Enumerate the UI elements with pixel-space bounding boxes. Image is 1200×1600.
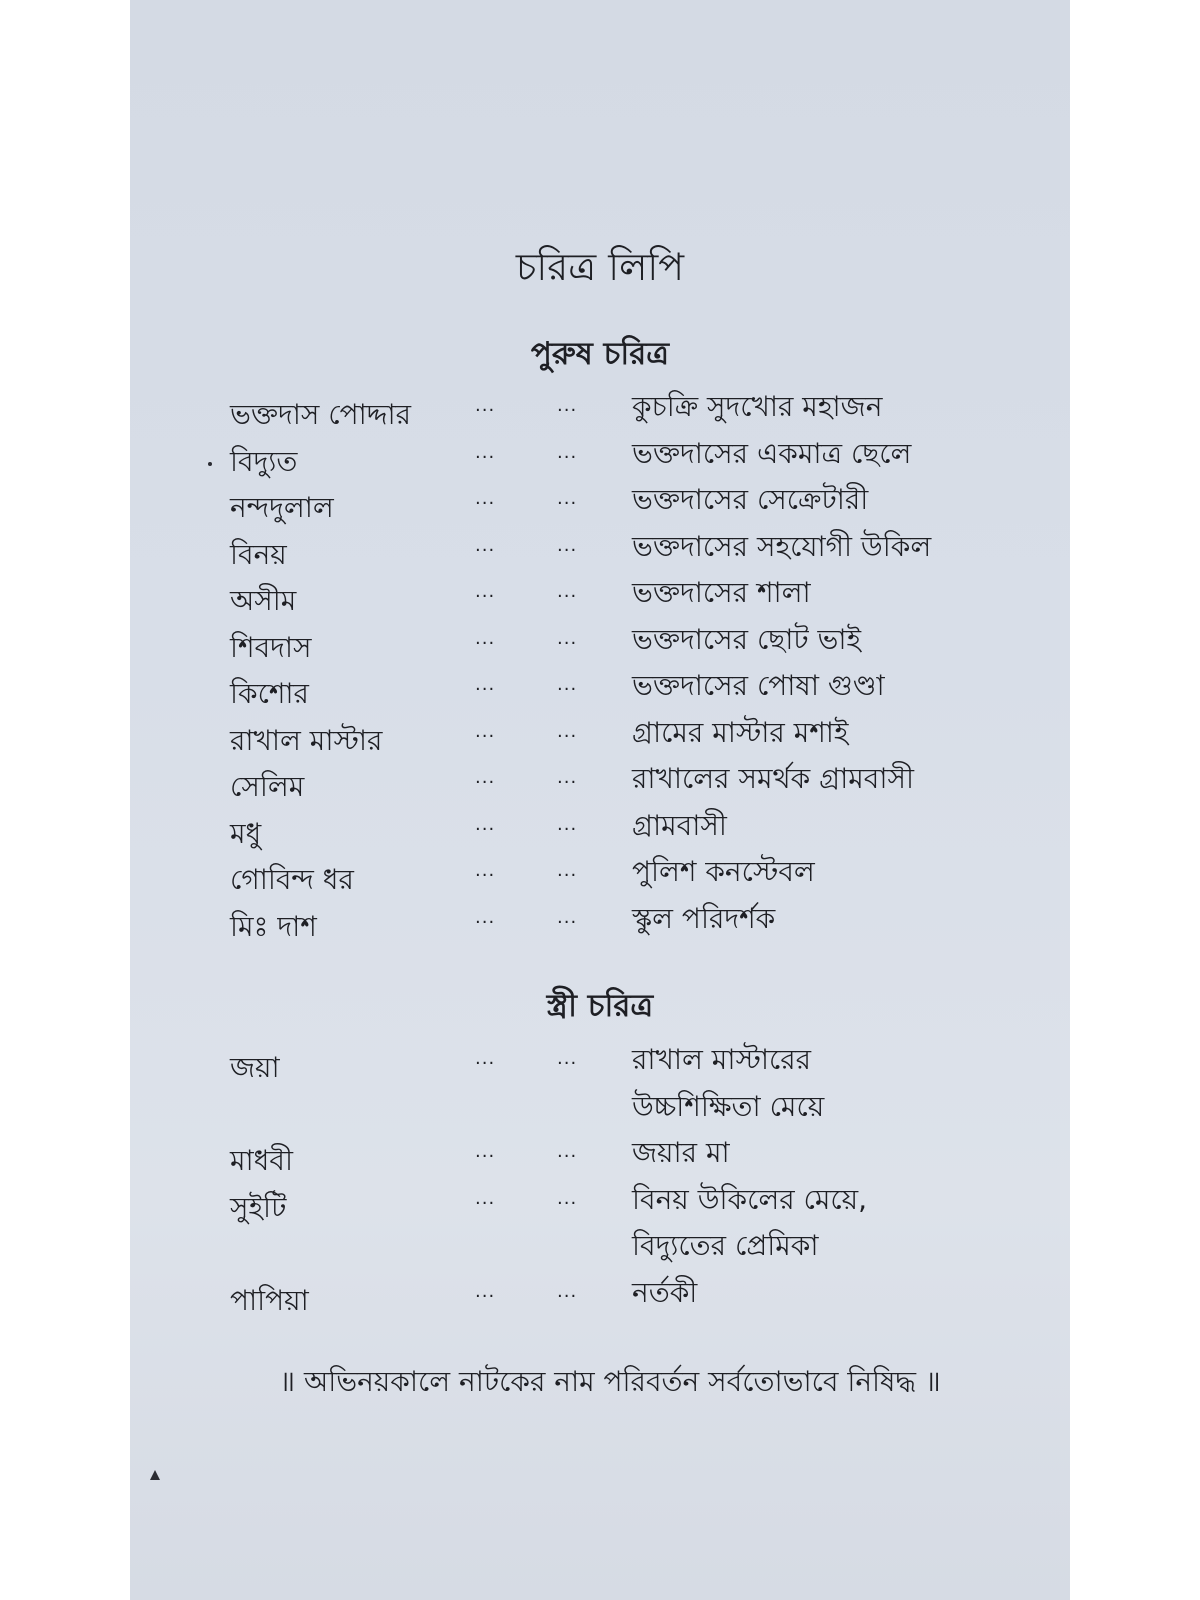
dot-leader: ...: [557, 1048, 578, 1069]
ink-speck: [208, 462, 212, 466]
character-row: [130, 804, 1070, 851]
dot-leader: ...: [475, 441, 496, 463]
character-name: সেলিম: [230, 770, 305, 803]
character-row: [130, 664, 1070, 711]
character-name: মাধবী: [230, 1144, 293, 1177]
male-characters-heading: পুরুষ চরিত্র: [530, 336, 670, 372]
character-role: নর্তকী: [632, 1275, 698, 1309]
character-row: [130, 757, 1070, 804]
character-name: কিশোর: [230, 677, 309, 710]
character-name: অসীম: [230, 584, 297, 617]
character-role: ভক্তদাসের শালা: [632, 576, 811, 609]
character-role: ভক্তদাসের পোষা গুণ্ডা: [632, 669, 885, 702]
dot-leader: ...: [475, 395, 496, 416]
character-row: [130, 385, 1070, 432]
character-role-continuation: বিদ্যুতের প্রেমিকা: [632, 1229, 819, 1262]
character-name: গোবিন্দ ধর: [230, 863, 354, 896]
character-name: বিদ্যুত: [230, 444, 298, 478]
character-name: ভক্তদাস পোদ্দার: [230, 398, 412, 431]
character-role: কুচক্রি সুদখোর মহাজন: [632, 390, 883, 423]
character-role: ভক্তদাসের সেক্রেটারী: [632, 483, 869, 516]
book-page: [130, 0, 1070, 1600]
dot-leader: ...: [557, 1280, 578, 1302]
character-name: মধু: [230, 816, 262, 850]
character-name: মিঃ দাশ: [230, 909, 317, 943]
character-name: বিনয়: [230, 537, 287, 571]
dot-leader: ...: [557, 488, 578, 509]
male-character-list: [130, 385, 1070, 943]
dot-leader: ...: [557, 395, 578, 416]
character-row-continuation: [130, 1085, 1070, 1132]
dot-leader: ...: [475, 860, 496, 881]
female-characters-heading: স্ত্রী চরিত্র: [546, 988, 654, 1024]
character-name: সুইটি: [230, 1190, 287, 1224]
character-row: [130, 618, 1070, 665]
character-role: জয়ার মা: [632, 1136, 730, 1169]
character-role: রাখালের সমর্থক গ্রামবাসী: [632, 762, 914, 795]
dot-leader: ...: [475, 720, 496, 742]
footer-note: ॥ অভিনয়কালে নাটকের নাম পরিবর্তন সর্বতোভাবে নিষিদ্ধ ॥: [279, 1365, 941, 1398]
dot-leader: ...: [475, 534, 496, 556]
dot-leader: ...: [475, 1048, 496, 1069]
character-role: ভক্তদাসের সহযোগী উকিল: [632, 529, 932, 563]
dot-leader: ...: [557, 1187, 578, 1209]
character-row: [130, 711, 1070, 758]
dot-leader: ...: [475, 488, 496, 509]
character-role-continuation: উচ্চশিক্ষিতা মেয়ে: [632, 1089, 825, 1123]
dot-leader: ...: [475, 767, 496, 788]
dot-leader: ...: [475, 581, 496, 602]
character-role: বিনয় উকিলের মেয়ে,: [632, 1182, 868, 1216]
ink-mark: [150, 1470, 160, 1480]
character-row: [130, 897, 1070, 944]
dot-leader: ...: [557, 813, 578, 835]
character-name: নন্দদুলাল: [230, 491, 334, 524]
character-role: স্কুল পরিদর্শক: [632, 901, 776, 935]
dot-leader: ...: [557, 581, 578, 602]
dot-leader: ...: [557, 441, 578, 463]
character-row-continuation: [130, 1224, 1070, 1271]
page-title: চরিত্র লিপি: [515, 245, 685, 289]
dot-leader: ...: [557, 1141, 578, 1162]
character-name: পাপিয়া: [230, 1283, 309, 1317]
dot-leader: ...: [475, 1187, 496, 1209]
dot-leader: ...: [557, 860, 578, 881]
character-row: [130, 1038, 1070, 1085]
character-row: [130, 1271, 1070, 1318]
dot-leader: ...: [475, 1141, 496, 1162]
character-role: ভক্তদাসের ছোট ভাই: [632, 622, 862, 656]
dot-leader: ...: [475, 627, 496, 649]
character-role: ভক্তদাসের একমাত্র ছেলে: [632, 436, 912, 470]
dot-leader: ...: [475, 813, 496, 835]
dot-leader: ...: [557, 720, 578, 742]
dot-leader: ...: [557, 767, 578, 788]
female-character-list: [130, 1038, 1070, 1317]
dot-leader: ...: [475, 674, 496, 695]
character-row: [130, 525, 1070, 572]
dot-leader: ...: [557, 674, 578, 695]
dot-leader: ...: [557, 627, 578, 649]
character-row: [130, 1131, 1070, 1178]
character-name: জয়া: [230, 1051, 280, 1084]
character-row: [130, 478, 1070, 525]
character-role: গ্রামবাসী: [632, 808, 727, 842]
dot-leader: ...: [557, 906, 578, 928]
character-role: পুলিশ কনস্টেবল: [632, 855, 815, 888]
character-name: রাখাল মাস্টার: [230, 723, 383, 757]
dot-leader: ...: [475, 906, 496, 928]
character-role: রাখাল মাস্টারের: [632, 1043, 812, 1076]
character-row: [130, 432, 1070, 479]
dot-leader: ...: [557, 534, 578, 556]
dot-leader: ...: [475, 1280, 496, 1302]
character-role: গ্রামের মাস্টার মশাই: [632, 715, 849, 749]
character-row: [130, 1178, 1070, 1225]
character-name: শিবদাস: [230, 630, 312, 664]
character-row: [130, 571, 1070, 618]
character-row: [130, 850, 1070, 897]
